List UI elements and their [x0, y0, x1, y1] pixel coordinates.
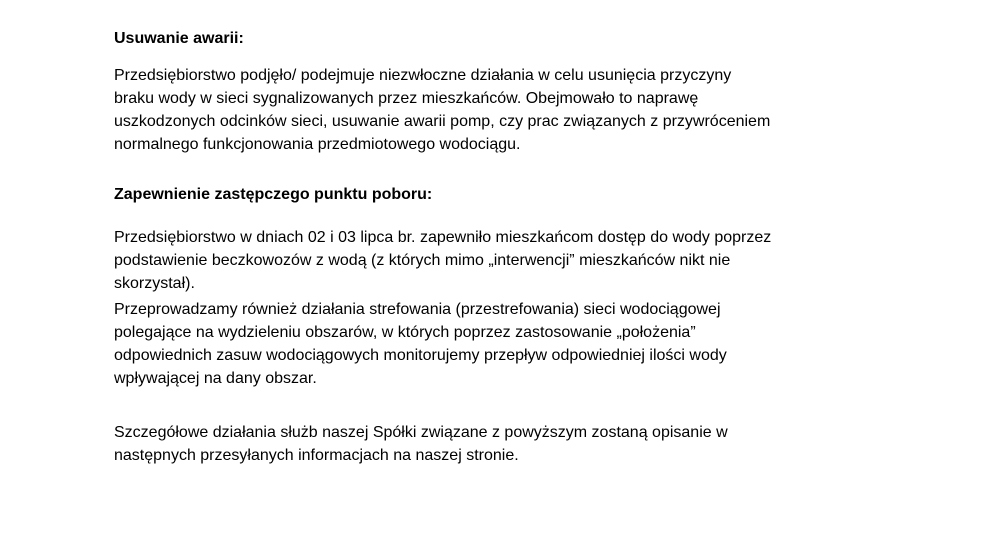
paragraph-beczkowozy [114, 226, 874, 295]
section-heading-zastepczy-punkt-poboru: Zapewnienie zastępczego punktu poboru: [114, 186, 433, 203]
text-line: odpowiednich zasuw wodociągowych monitorujemy przepływ odpowiedniej ilości wody [114, 347, 727, 364]
text-line: następnych przesyłanych informacjach na naszej stronie. [114, 447, 519, 464]
text-line: podstawienie beczkowozów z wodą (z których mimo „interwencji” mieszkańców nikt nie [114, 252, 731, 269]
text-line: polegające na wydzieleniu obszarów, w których poprzez zastosowanie „położenia” [114, 324, 696, 341]
text-line: uszkodzonych odcinków sieci, usuwanie awarii pomp, czy prac związanych z przywróceniem [114, 113, 771, 130]
paragraph-strefowanie [114, 298, 874, 390]
text-line: Przeprowadzamy również działania strefowania (przestrefowania) sieci wodociągowej [114, 301, 721, 318]
paragraph-szczegolowe-dzialania [114, 421, 874, 467]
section-heading-usuwanie-awarii: Usuwanie awarii: [114, 30, 244, 47]
paragraph-usuwanie-awarii [114, 64, 874, 156]
text-line: Przedsiębiorstwo w dniach 02 i 03 lipca br. zapewniło mieszkańcom dostęp do wody poprzez [114, 229, 772, 246]
text-line: skorzystał). [114, 275, 195, 292]
text-line: wpływającej na dany obszar. [114, 370, 317, 387]
text-line: Szczegółowe działania służb naszej Spółki związane z powyższym zostaną opisanie w [114, 424, 728, 441]
text-line: braku wody w sieci sygnalizowanych przez mieszkańców. Obejmowało to naprawę [114, 90, 699, 107]
text-line: Przedsiębiorstwo podjęło/ podejmuje niezwłoczne działania w celu usunięcia przyczyny [114, 67, 732, 84]
text-line: normalnego funkcjonowania przedmiotowego wodociągu. [114, 136, 521, 153]
